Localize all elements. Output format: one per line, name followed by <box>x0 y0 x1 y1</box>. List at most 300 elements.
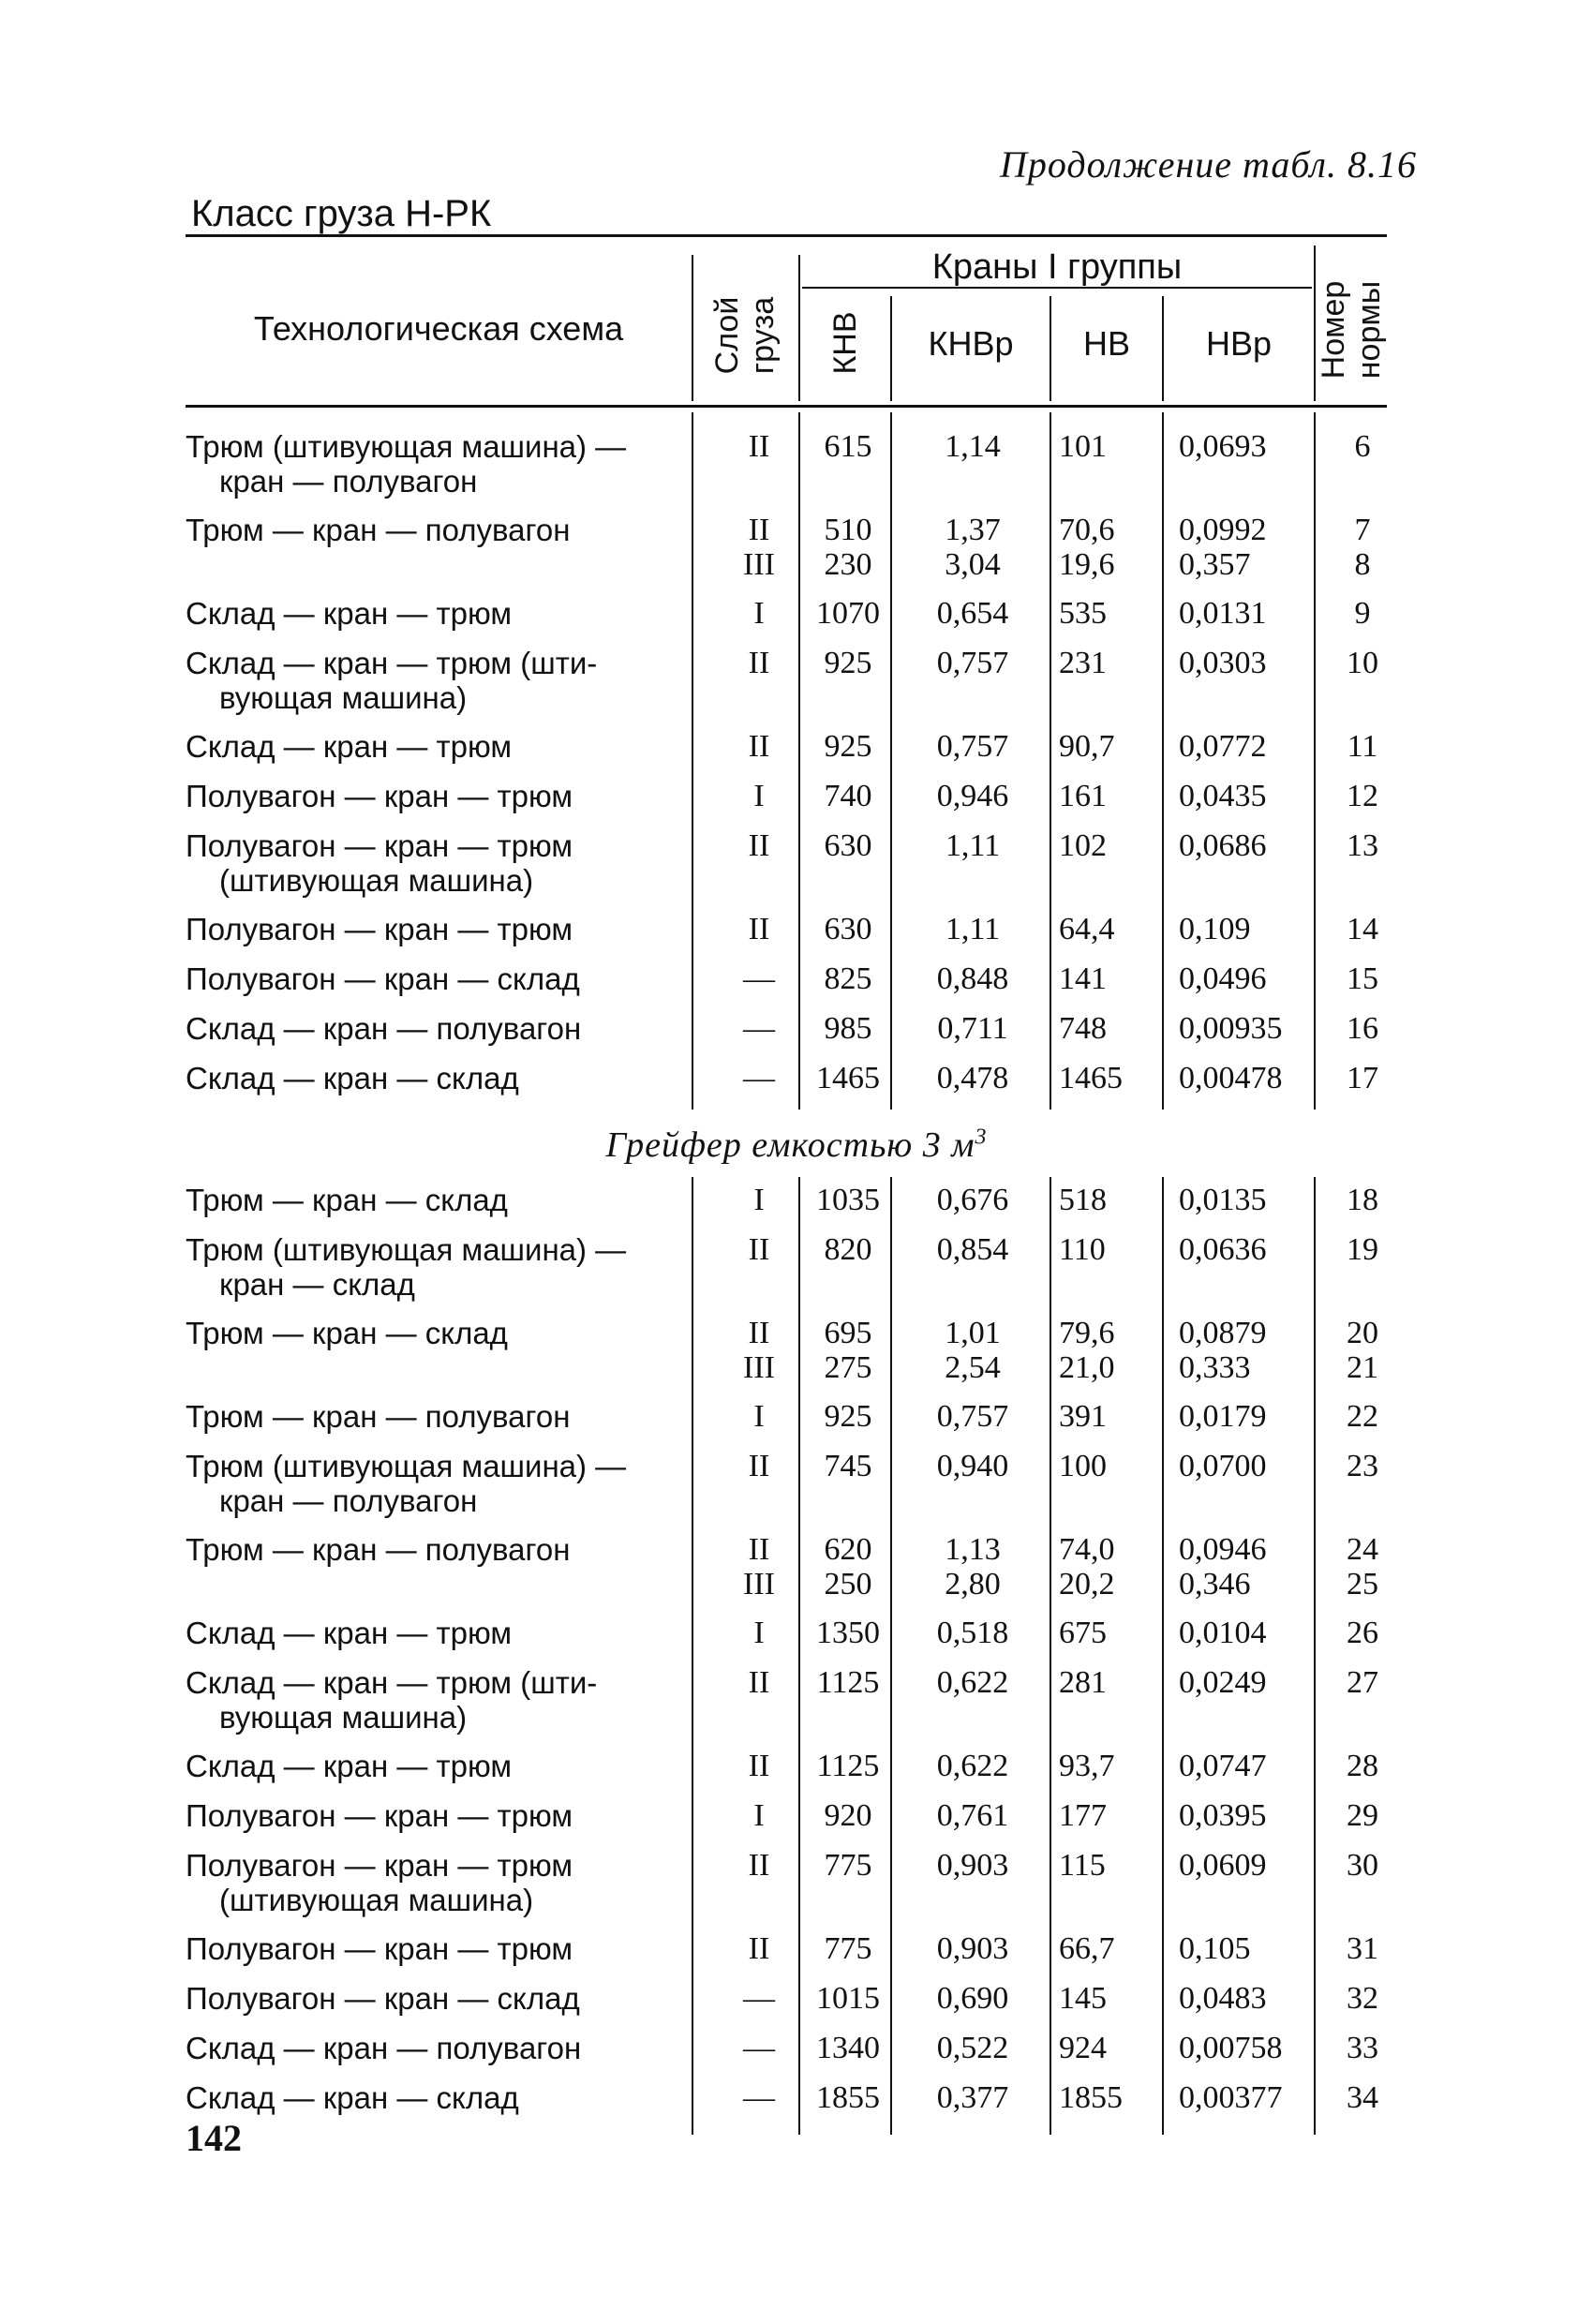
cell-knvr <box>898 646 1048 680</box>
cell-norm <box>1316 513 1409 582</box>
cell-norm <box>1316 1399 1409 1434</box>
cell-nv <box>1055 1183 1166 1217</box>
cell-line: вующая машина) <box>219 1700 468 1735</box>
cell-nv <box>1055 828 1166 863</box>
cell-line: 0,690 <box>936 1981 1009 2016</box>
cell-layer <box>712 1399 806 1434</box>
cell-knv <box>802 1848 894 1883</box>
cell-line: 15 <box>1347 961 1378 996</box>
cell-knvr <box>898 1981 1048 2016</box>
cell-line: 1125 <box>816 1749 880 1783</box>
cell-line: 32 <box>1347 1981 1378 2016</box>
cell-line: 20,2 <box>1059 1567 1115 1601</box>
cell-line: (штивующая машина) <box>219 1883 534 1917</box>
cell-line: 3,04 <box>945 547 1001 582</box>
cell-line: 74,0 <box>1059 1532 1115 1567</box>
table-row <box>0 513 1593 596</box>
cell-tech <box>186 646 682 715</box>
cell-line: Трюм — кран — полувагон <box>186 1532 571 1567</box>
cell-line: 0,0496 <box>1179 961 1267 996</box>
cell-nv <box>1055 1232 1166 1267</box>
cell-norm <box>1316 1232 1409 1267</box>
cell-knv <box>802 1616 894 1650</box>
cell-line: 0,357 <box>1179 547 1251 582</box>
cell-nvr <box>1179 1749 1301 1783</box>
column-header-norm: Номер нормы <box>1316 280 1387 380</box>
cell-line: 2,54 <box>945 1350 1001 1385</box>
cell-line: II <box>748 429 770 464</box>
cell-knvr <box>898 513 1048 582</box>
cell-knvr <box>898 1011 1048 1046</box>
cell-nv <box>1055 429 1166 464</box>
cell-knv <box>802 1011 894 1046</box>
table-row <box>0 1232 1593 1316</box>
cell-line: 925 <box>824 646 872 680</box>
cell-line: Полувагон — кран — склад <box>186 1981 580 2016</box>
table-row <box>0 1616 1593 1665</box>
cell-line: 1,01 <box>945 1316 1001 1350</box>
cell-line: 0,105 <box>1179 1931 1251 1966</box>
cell-line: 0,0249 <box>1179 1665 1267 1700</box>
cell-norm <box>1316 1449 1409 1483</box>
cell-tech <box>186 779 682 813</box>
table-row <box>0 1798 1593 1848</box>
cell-line: 0,0131 <box>1179 596 1267 631</box>
cell-knvr <box>898 2031 1048 2065</box>
cell-line: 985 <box>824 1011 872 1046</box>
cell-layer <box>712 513 806 582</box>
cell-knv <box>802 1931 894 1966</box>
cell-line: Склад — кран — полувагон <box>186 1011 582 1046</box>
cell-line: 630 <box>824 912 872 946</box>
cell-knvr <box>898 1232 1048 1267</box>
table-top-rule <box>186 234 1387 237</box>
column-header-tech: Технологическая схема <box>253 309 624 348</box>
table-row <box>0 1981 1593 2031</box>
cell-line: 19,6 <box>1059 547 1115 582</box>
column-header-knvr: КНВр <box>928 324 1014 363</box>
cell-line: 21 <box>1347 1350 1378 1385</box>
cell-line: 22 <box>1347 1399 1378 1434</box>
cell-tech <box>186 1061 682 1095</box>
cell-nv <box>1055 1011 1166 1046</box>
cell-nv <box>1055 1798 1166 1833</box>
cell-nvr <box>1179 1981 1301 2016</box>
cell-tech <box>186 1011 682 1046</box>
cell-line: II <box>748 1532 770 1567</box>
table-body-section-2 <box>0 1183 1593 2130</box>
cell-knv <box>802 513 894 582</box>
cell-norm <box>1316 429 1409 464</box>
column-header-group: Краны I группы <box>931 247 1183 287</box>
cell-line: — <box>743 2080 775 2115</box>
table-row <box>0 646 1593 729</box>
cargo-class-title: Класс груза Н-РК <box>191 193 492 234</box>
table-row <box>0 1848 1593 1931</box>
cell-norm <box>1316 1931 1409 1966</box>
cell-line: 1015 <box>816 1981 880 2016</box>
cell-knv <box>802 961 894 996</box>
cell-line: 0,00478 <box>1179 1061 1283 1095</box>
cell-layer <box>712 961 806 996</box>
cell-line: 1855 <box>1059 2080 1123 2115</box>
cell-line: 7 <box>1354 513 1371 547</box>
cell-line: 0,0636 <box>1179 1232 1267 1267</box>
cell-line: Полувагон — кран — склад <box>186 961 580 996</box>
cell-line: 0,903 <box>936 1848 1009 1883</box>
cell-norm <box>1316 828 1409 863</box>
cell-line: 1,11 <box>945 828 1001 863</box>
cell-knvr <box>898 429 1048 464</box>
cell-line: 695 <box>824 1316 872 1350</box>
cell-line: 745 <box>824 1449 872 1483</box>
cell-layer <box>712 1749 806 1783</box>
cell-line: 518 <box>1059 1183 1107 1217</box>
cell-tech <box>186 961 682 996</box>
cell-knv <box>802 1232 894 1267</box>
cell-nvr <box>1179 779 1301 813</box>
cell-nv <box>1055 646 1166 680</box>
cell-line: 0,0609 <box>1179 1848 1267 1883</box>
cell-line: 21,0 <box>1059 1350 1115 1385</box>
cell-tech <box>186 1665 682 1735</box>
cell-line: II <box>748 1232 770 1267</box>
cell-knvr <box>898 1532 1048 1601</box>
cell-line: II <box>748 1931 770 1966</box>
cell-line: 820 <box>824 1232 872 1267</box>
cell-line: 16 <box>1347 1011 1378 1046</box>
table-row <box>0 1316 1593 1399</box>
cell-knv <box>802 729 894 764</box>
cell-line: 231 <box>1059 646 1107 680</box>
cell-layer <box>712 1616 806 1650</box>
table-row <box>0 1749 1593 1798</box>
section-title-superscript: 3 <box>975 1125 988 1150</box>
cell-line: 115 <box>1059 1848 1106 1883</box>
cell-line: II <box>748 1316 770 1350</box>
cell-line: 230 <box>824 547 872 582</box>
cell-line: 0,757 <box>936 1399 1009 1434</box>
cell-knvr <box>898 961 1048 996</box>
cell-line: 1070 <box>816 596 880 631</box>
cell-nvr <box>1179 1232 1301 1267</box>
cell-line: Склад — кран — трюм (шти- <box>186 646 598 680</box>
cell-nvr <box>1179 2080 1301 2115</box>
cell-line: 18 <box>1347 1183 1378 1217</box>
cell-nvr <box>1179 912 1301 946</box>
cell-knv <box>802 1061 894 1095</box>
cell-line: 510 <box>824 513 872 547</box>
cell-line: Полувагон — кран — трюм <box>186 912 573 946</box>
cell-nv <box>1055 1449 1166 1483</box>
cell-layer <box>712 2031 806 2065</box>
cell-knvr <box>898 1183 1048 1217</box>
cell-line: 275 <box>824 1350 872 1385</box>
cell-norm <box>1316 1798 1409 1833</box>
cell-nv <box>1055 513 1166 582</box>
cell-line: 391 <box>1059 1399 1107 1434</box>
cell-knv <box>802 1316 894 1385</box>
cell-line: кран — полувагон <box>219 464 478 499</box>
cell-nv <box>1055 1931 1166 1966</box>
cell-line: I <box>753 1183 765 1217</box>
cell-line: 12 <box>1347 779 1378 813</box>
cell-line: I <box>753 1399 765 1434</box>
table-row <box>0 912 1593 961</box>
cell-norm <box>1316 912 1409 946</box>
cell-line: I <box>753 779 765 813</box>
cell-layer <box>712 596 806 631</box>
cell-nv <box>1055 1532 1166 1601</box>
cell-nv <box>1055 1616 1166 1650</box>
cell-line: 0,761 <box>936 1798 1009 1833</box>
cell-layer <box>712 1232 806 1267</box>
cell-line: Трюм (штивующая машина) — <box>186 429 627 464</box>
cell-line: 0,0483 <box>1179 1981 1267 2016</box>
cell-line: 102 <box>1059 828 1107 863</box>
cell-nv <box>1055 1399 1166 1434</box>
cell-line: Полувагон — кран — трюм <box>186 779 573 813</box>
cell-layer <box>712 1011 806 1046</box>
cell-line: 748 <box>1059 1011 1107 1046</box>
cell-line: 26 <box>1347 1616 1378 1650</box>
cell-line: II <box>748 646 770 680</box>
cell-line: 8 <box>1354 547 1371 582</box>
cell-nv <box>1055 1665 1166 1700</box>
cell-line: 0,940 <box>936 1449 1009 1483</box>
cell-knv <box>802 1798 894 1833</box>
cell-nvr <box>1179 1665 1301 1700</box>
cell-line: 14 <box>1347 912 1378 946</box>
cell-nvr <box>1179 1316 1301 1385</box>
cell-line: II <box>748 1449 770 1483</box>
cell-tech <box>186 2031 682 2065</box>
cell-knv <box>802 828 894 863</box>
cell-line: Полувагон — кран — трюм <box>186 828 573 863</box>
section-title-grab-3m3 <box>0 1125 1593 1166</box>
cell-nv <box>1055 1981 1166 2016</box>
cell-line: 1350 <box>816 1616 880 1650</box>
cell-layer <box>712 1532 806 1601</box>
cell-line: 0,903 <box>936 1931 1009 1966</box>
cell-nvr <box>1179 1931 1301 1966</box>
cell-line: 281 <box>1059 1665 1107 1700</box>
cell-line: 25 <box>1347 1567 1378 1601</box>
cell-line: 1465 <box>1059 1061 1123 1095</box>
cell-line: вующая машина) <box>219 680 468 715</box>
cell-norm <box>1316 2080 1409 2115</box>
cell-line: II <box>748 1665 770 1700</box>
column-header-layer: Слой груза <box>709 296 781 375</box>
cell-line: 79,6 <box>1059 1316 1115 1350</box>
cell-line: 70,6 <box>1059 513 1115 547</box>
cell-line: 0,854 <box>936 1232 1009 1267</box>
cell-knvr <box>898 1316 1048 1385</box>
cell-nv <box>1055 729 1166 764</box>
cell-line: 0,0747 <box>1179 1749 1267 1783</box>
cell-tech <box>186 429 682 499</box>
cell-line: 920 <box>824 1798 872 1833</box>
cell-line: (штивующая машина) <box>219 863 534 898</box>
cell-line: 17 <box>1347 1061 1378 1095</box>
cell-layer <box>712 429 806 464</box>
cell-nvr <box>1179 1449 1301 1483</box>
cell-layer <box>712 912 806 946</box>
cell-tech <box>186 1399 682 1434</box>
cell-knv <box>802 2031 894 2065</box>
cell-nvr <box>1179 1848 1301 1883</box>
cell-tech <box>186 1848 682 1917</box>
cell-nvr <box>1179 961 1301 996</box>
cell-tech <box>186 729 682 764</box>
cell-line: 675 <box>1059 1616 1107 1650</box>
table-row <box>0 1061 1593 1110</box>
cell-line: Трюм (штивующая машина) — <box>186 1449 627 1483</box>
cell-line: 620 <box>824 1532 872 1567</box>
cell-knvr <box>898 828 1048 863</box>
cell-knvr <box>898 1449 1048 1483</box>
cell-line: I <box>753 596 765 631</box>
cell-line: 0,946 <box>936 779 1009 813</box>
cell-tech <box>186 1232 682 1302</box>
cell-norm <box>1316 1011 1409 1046</box>
cell-line: Полувагон — кран — трюм <box>186 1798 573 1833</box>
table-row <box>0 961 1593 1011</box>
table-row <box>0 729 1593 779</box>
cell-knv <box>802 1183 894 1217</box>
cell-line: — <box>743 1011 775 1046</box>
cell-line: 0,848 <box>936 961 1009 996</box>
section-title-text: Грейфер емкостью 3 м <box>605 1125 975 1165</box>
cell-tech <box>186 2080 682 2115</box>
cell-line: 24 <box>1347 1532 1378 1567</box>
cell-line: III <box>743 1350 775 1385</box>
cell-line: 0,0700 <box>1179 1449 1267 1483</box>
cell-line: 0,518 <box>936 1616 1009 1650</box>
cell-line: II <box>748 1749 770 1783</box>
cell-line: 11 <box>1347 729 1378 764</box>
cell-tech <box>186 1931 682 1966</box>
cell-layer <box>712 1449 806 1483</box>
cell-line: 0,00935 <box>1179 1011 1283 1046</box>
cell-knvr <box>898 912 1048 946</box>
cell-line: 0,0693 <box>1179 429 1267 464</box>
cell-line: 13 <box>1347 828 1378 863</box>
cell-norm <box>1316 1749 1409 1783</box>
cell-knvr <box>898 1399 1048 1434</box>
cell-line: 0,478 <box>936 1061 1009 1095</box>
header-divider-tech <box>692 255 693 401</box>
table-row <box>0 1931 1593 1981</box>
cell-line: — <box>743 1061 775 1095</box>
cell-line: 775 <box>824 1848 872 1883</box>
cell-line: 1035 <box>816 1183 880 1217</box>
cell-nvr <box>1179 1061 1301 1095</box>
cell-line: 20 <box>1347 1316 1378 1350</box>
cell-line: кран — склад <box>219 1267 415 1302</box>
cell-line: 0,0179 <box>1179 1399 1267 1434</box>
column-header-nv: НВ <box>1082 324 1130 363</box>
cell-line: 0,0772 <box>1179 729 1267 764</box>
cell-knvr <box>898 1665 1048 1700</box>
cell-line: 93,7 <box>1059 1749 1115 1783</box>
cell-line: 0,0879 <box>1179 1316 1267 1350</box>
cell-layer <box>712 646 806 680</box>
cell-line: 0,00758 <box>1179 2031 1283 2065</box>
cell-line: II <box>748 828 770 863</box>
cell-line: 1125 <box>816 1665 880 1700</box>
cell-nvr <box>1179 1798 1301 1833</box>
cell-knvr <box>898 1749 1048 1783</box>
cell-layer <box>712 828 806 863</box>
cell-norm <box>1316 596 1409 631</box>
cell-nv <box>1055 961 1166 996</box>
cell-line: 0,654 <box>936 596 1009 631</box>
cell-line: 66,7 <box>1059 1931 1115 1966</box>
cell-knvr <box>898 779 1048 813</box>
cell-nv <box>1055 1749 1166 1783</box>
cell-line: 0,622 <box>936 1749 1009 1783</box>
cell-line: 0,0104 <box>1179 1616 1267 1650</box>
cell-norm <box>1316 1316 1409 1385</box>
cell-norm <box>1316 729 1409 764</box>
cell-nv <box>1055 2031 1166 2065</box>
table-row <box>0 1532 1593 1616</box>
column-header-nvr: НВр <box>1205 324 1273 363</box>
cell-nvr <box>1179 596 1301 631</box>
cell-line: 28 <box>1347 1749 1378 1783</box>
cell-line: 0,711 <box>937 1011 1008 1046</box>
cell-norm <box>1316 1532 1409 1601</box>
cell-knv <box>802 1449 894 1483</box>
cell-line: 101 <box>1059 429 1107 464</box>
cell-layer <box>712 1316 806 1385</box>
table-row <box>0 779 1593 828</box>
table-row <box>0 596 1593 646</box>
header-divider-layer <box>798 255 800 401</box>
table-row <box>0 828 1593 912</box>
cell-knv <box>802 1399 894 1434</box>
cell-tech <box>186 1316 682 1350</box>
cell-line: 23 <box>1347 1449 1378 1483</box>
cell-tech <box>186 596 682 631</box>
cell-norm <box>1316 1183 1409 1217</box>
cell-knvr <box>898 729 1048 764</box>
cell-nv <box>1055 1061 1166 1095</box>
cell-nv <box>1055 1848 1166 1883</box>
cell-layer <box>712 1798 806 1833</box>
cell-nv <box>1055 912 1166 946</box>
cell-line: Склад — кран — трюм (шти- <box>186 1665 598 1700</box>
table-row <box>0 1011 1593 1061</box>
cell-nvr <box>1179 1616 1301 1650</box>
cell-line: 64,4 <box>1059 912 1115 946</box>
cell-tech <box>186 1532 682 1567</box>
cell-layer <box>712 729 806 764</box>
cell-line: 1,14 <box>945 429 1001 464</box>
cell-line: Склад — кран — трюм <box>186 596 513 631</box>
cell-line: Склад — кран — склад <box>186 1061 519 1095</box>
cell-line: 2,80 <box>945 1567 1001 1601</box>
cell-nvr <box>1179 2031 1301 2065</box>
cell-norm <box>1316 2031 1409 2065</box>
cell-line: 1340 <box>816 2031 880 2065</box>
cell-line: Полувагон — кран — трюм <box>186 1931 573 1966</box>
cell-norm <box>1316 1848 1409 1883</box>
cell-line: 775 <box>824 1931 872 1966</box>
cell-line: 141 <box>1059 961 1107 996</box>
cell-line: 29 <box>1347 1798 1378 1833</box>
